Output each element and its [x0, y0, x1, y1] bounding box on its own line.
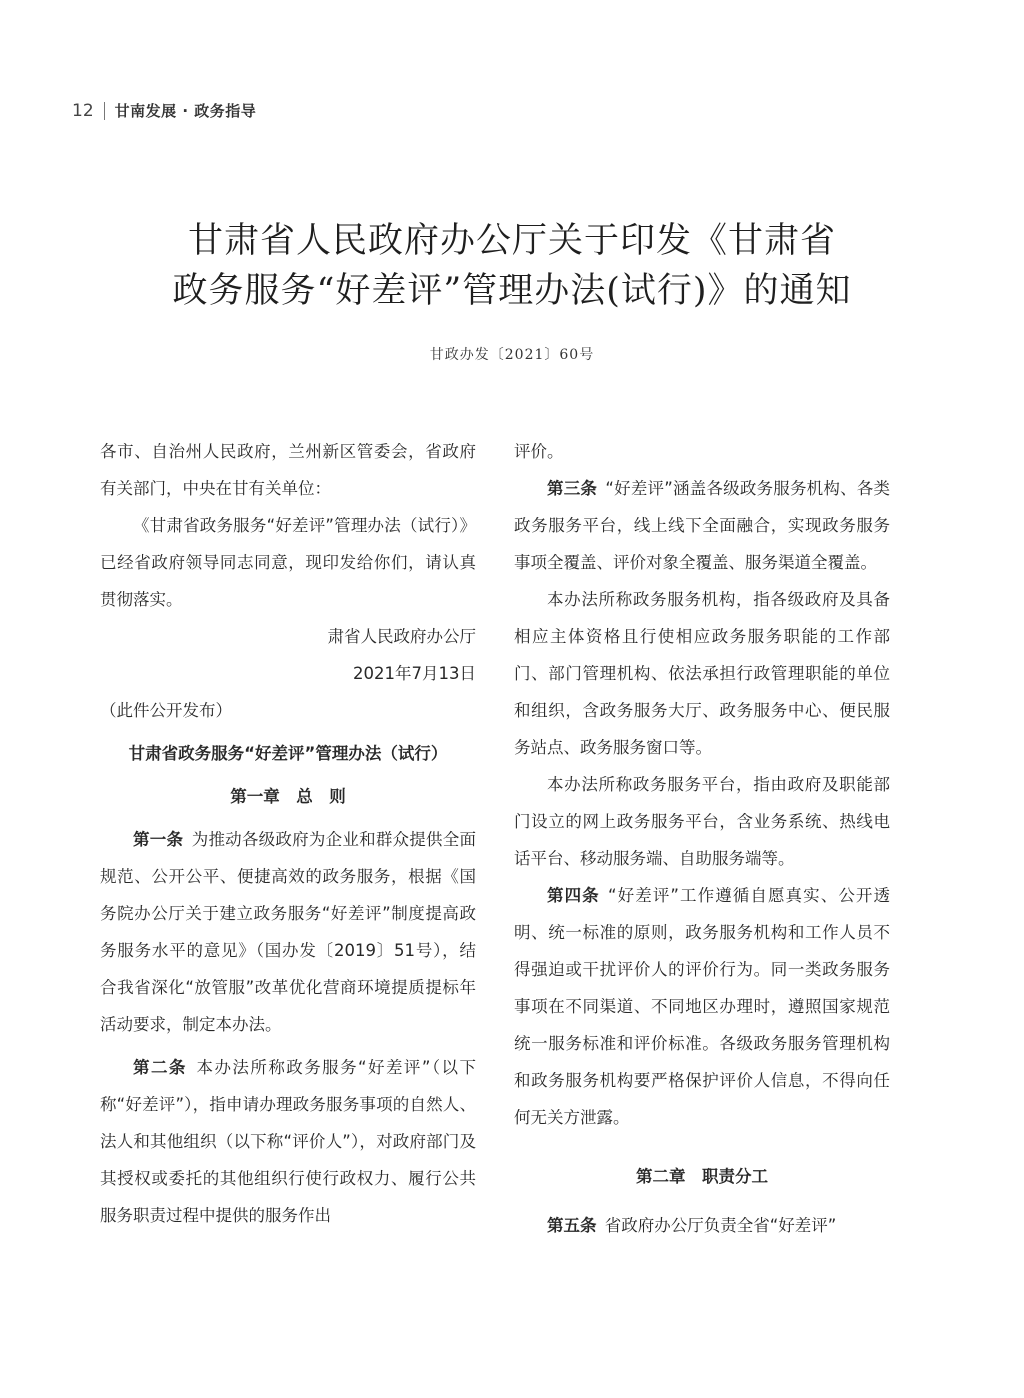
page-header — [72, 100, 256, 121]
article-2-continued: 评价。 — [514, 442, 564, 461]
title-line-2: 政务服务“好差评”管理办法(试行)》的通知 — [172, 271, 852, 311]
header-divider — [104, 102, 105, 120]
notice-body: 《甘肃省政务服务“好差评”管理办法（试行）》已经省政府领导同志同意，现印发给你们，请认真贯彻落实。 — [100, 516, 476, 609]
paragraph-platform: 本办法所称政务服务平台，指由政府及职能部门设立的网上政务服务平台，含业务系统、热线电话平台、移动服务端、自助服务端等。 — [514, 775, 890, 868]
title-line-1: 甘肃省人民政府办公厅关于印发《甘肃省 — [187, 221, 836, 261]
article-4-label: 第四条 — [547, 886, 600, 905]
document-number: 甘政办发〔2021〕60号 — [429, 347, 595, 363]
article-1-label: 第一条 — [133, 830, 184, 849]
article-4-text: “好差评”工作遵循自愿真实、公开透明、统一标准的原则，政务服务机构和工作人员不得强迫或干扰评价人的评价行为。同一类政务服务事项在不同渠道、不同地区办理时，遵照国家规范统一服务标准和评价标准。各级政务服务管理机构和政务服务机构要严格保护评价人信息，不得向任何无关方泄露。 — [514, 886, 890, 1127]
article-3 — [514, 470, 890, 581]
issue-date: 2021年7月13日 — [353, 664, 476, 683]
right-column — [514, 433, 890, 1244]
article-1 — [100, 821, 476, 1043]
issuer: 肃省人民政府办公厅 — [327, 627, 476, 646]
paragraph-institution: 本办法所称政务服务机构，指各级政府及具备相应主体资格且行使相应政务服务职能的工作部门、部门管理机构、依法承担行政管理职能的单位和组织，含政务服务大厅、政务服务中心、便民服务站点、政务服务窗口等。 — [514, 590, 890, 757]
left-column — [100, 433, 476, 1234]
journal-name: 甘南发展 · 政务指导 — [114, 102, 257, 120]
chapter-2-heading: 第二章 职责分工 — [636, 1167, 768, 1186]
measures-title: 甘肃省政务服务“好差评”管理办法（试行） — [128, 744, 448, 763]
article-3-text: “好差评”涵盖各级政务服务机构、各类政务服务平台，线上线下全面融合，实现政务服务事项全覆盖、评价对象全覆盖、服务渠道全覆盖。 — [514, 479, 890, 572]
article-2 — [100, 1049, 476, 1234]
article-5-text: 省政府办公厅负责全省“好差评” — [604, 1216, 837, 1235]
publish-note: （此件公开发布） — [100, 701, 232, 720]
article-2-label: 第二条 — [133, 1058, 187, 1077]
article-4 — [514, 877, 890, 1136]
article-3-label: 第三条 — [547, 479, 598, 498]
article-2-text: 本办法所称政务服务“好差评”（以下称“好差评”），指申请办理政务服务事项的自然人、法人和其他组织（以下称“评价人”），对政府部门及其授权或委托的其他组织行使行政权力、履行公共服务职责过程中提供的服务作出 — [100, 1058, 476, 1225]
document-title — [100, 216, 924, 316]
article-5-label: 第五条 — [547, 1216, 597, 1235]
article-5 — [514, 1207, 890, 1244]
salutation: 各市、自治州人民政府，兰州新区管委会，省政府有关部门，中央在甘有关单位： — [100, 442, 476, 498]
page-number: 12 — [72, 100, 94, 121]
article-1-text: 为推动各级政府为企业和群众提供全面规范、公开公平、便捷高效的政务服务，根据《国务院办公厅关于建立政务服务“好差评”制度提高政务服务水平的意见》（国办发〔2019〕51号），结合我省深化“放管服”改革优化营商环境提质提标年活动要求，制定本办法。 — [100, 830, 477, 1034]
chapter-1-heading: 第一章 总 则 — [230, 787, 346, 806]
